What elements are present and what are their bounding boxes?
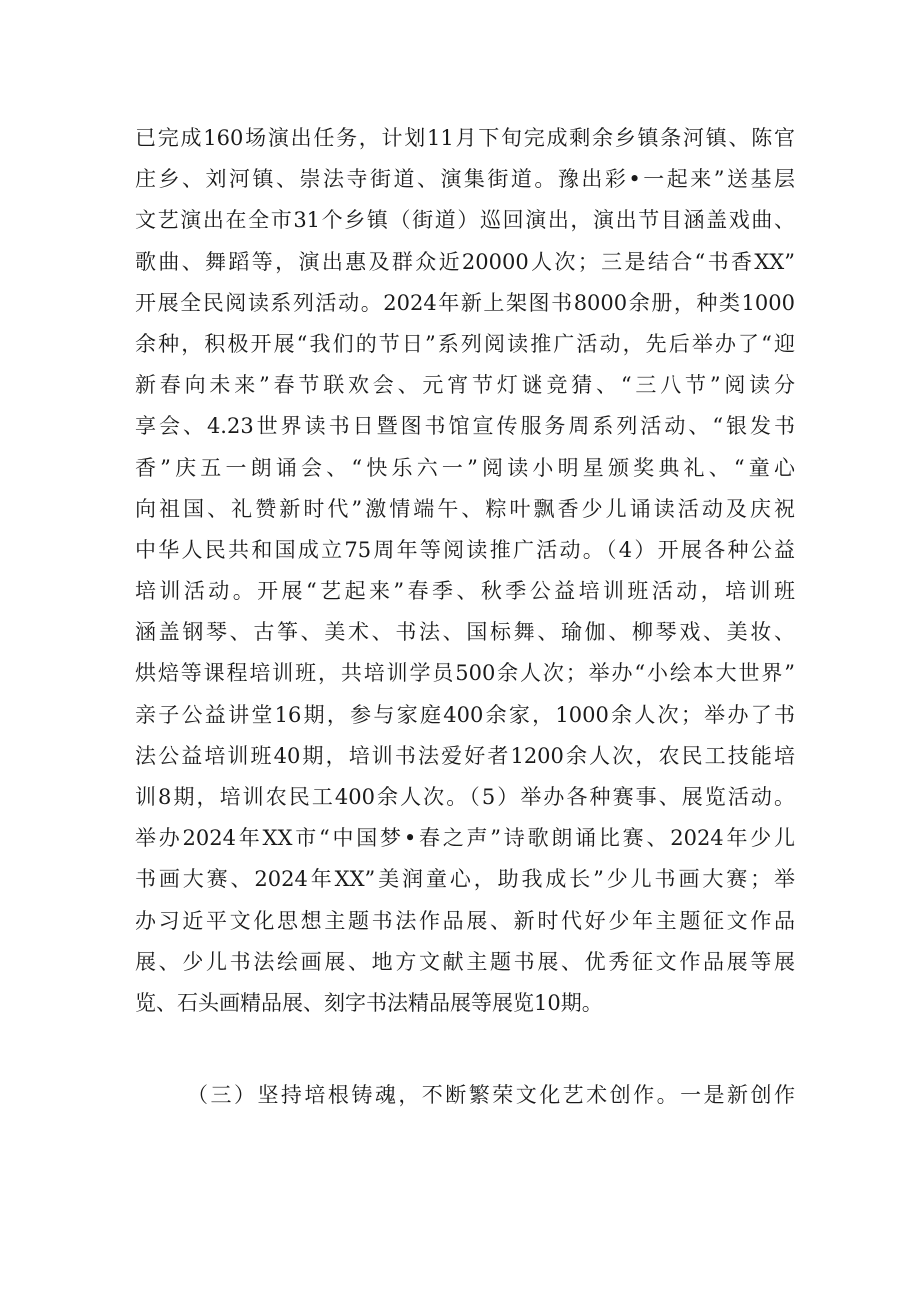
text-line: 新春向未来”春节联欢会、元宵节灯谜竞猜、“三八节”阅读分: [135, 373, 795, 398]
text-line: 余种，积极开展“我们的节日”系列阅读推广活动，先后举办了“迎: [135, 331, 795, 356]
section-heading-line: （三）坚持培根铸魂，不断繁荣文化艺术创作。一是新创作: [187, 1083, 795, 1107]
text-line: 培训活动。开展“艺起来”春季、秋季公益培训班活动，培训班: [135, 579, 795, 604]
text-line: 举办2024年XX市“中国梦•春之声”诗歌朗诵比赛、2024年少儿: [135, 826, 795, 851]
text-line: 中华人民共和国成立75周年等阅读推广活动。（4）开展各种公益: [135, 537, 795, 562]
text-line: 香”庆五一朗诵会、“快乐六一”阅读小明星颁奖典礼、“童心: [135, 455, 795, 480]
text-line: 庄乡、刘河镇、崇法寺街道、演集街道。豫出彩•一起来”送基层: [135, 167, 795, 192]
text-line: 办习近平文化思想主题书法作品展、新时代好少年主题征文作品: [135, 908, 795, 933]
text-line: 开展全民阅读系列活动。2024年新上架图书8000余册，种类1000: [135, 290, 795, 315]
text-line: 享会、4.23世界读书日暨图书馆宣传服务周系列活动、“银发书: [135, 414, 795, 439]
text-line: 览、石头画精品展、刻字书法精品展等展览10期。: [135, 990, 603, 1015]
text-line: 训8期，培训农民工400余人次。（5）举办各种赛事、展览活动。: [135, 785, 795, 809]
text-line: 文艺演出在全市31个乡镇（街道）巡回演出，演出节目涵盖戏曲、: [135, 208, 795, 233]
text-line: 歌曲、舞蹈等，演出惠及群众近20000人次；三是结合“书香XX”: [135, 249, 795, 274]
text-line: 向祖国、礼赞新时代”激情端午、粽叶飘香少儿诵读活动及庆祝: [135, 496, 795, 521]
text-line: 烘焙等课程培训班，共培训学员500余人次；举办“小绘本大世界”: [135, 661, 795, 686]
text-line: 涵盖钢琴、古筝、美术、书法、国标舞、瑜伽、柳琴戏、美妆、: [135, 620, 795, 645]
text-line: 已完成160场演出任务，计划11月下旬完成剩余乡镇条河镇、陈官: [135, 126, 795, 150]
text-line: 法公益培训班40期，培训书法爱好者1200余人次，农民工技能培: [135, 743, 795, 768]
text-line: 书画大赛、2024年XX”美润童心，助我成长”少儿书画大赛；举: [135, 867, 795, 892]
section-heading-paragraph: [135, 1075, 795, 1116]
paragraph-body: [135, 118, 795, 1024]
text-line: 亲子公益讲堂16期，参与家庭400余家，1000余人次；举办了书: [135, 702, 795, 727]
text-line: 展、少儿书法绘画展、地方文献主题书展、优秀征文作品展等展: [135, 949, 795, 974]
